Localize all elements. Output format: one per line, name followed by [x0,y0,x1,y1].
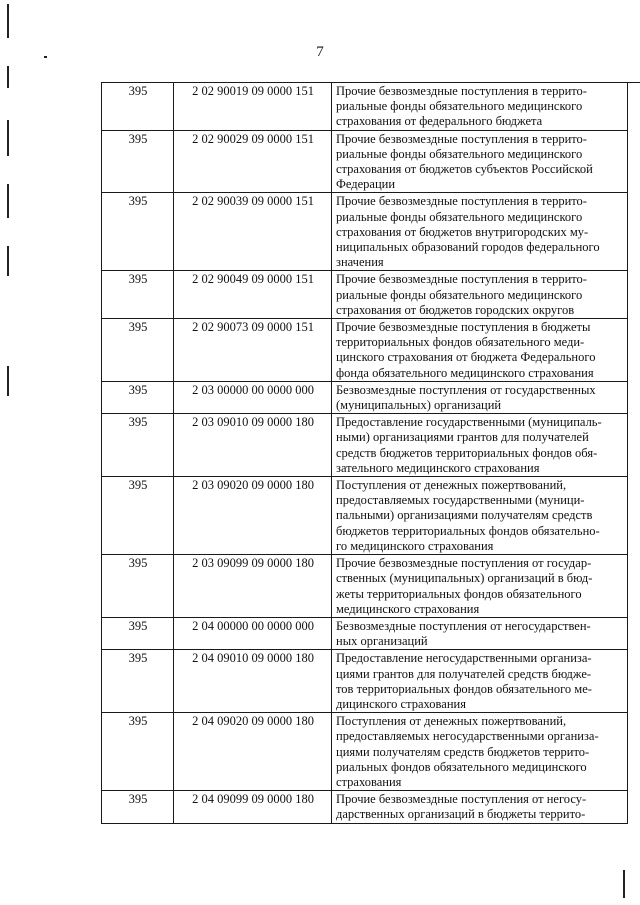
revenue-name-cell [332,713,628,791]
revenue-name-line: страхования от бюджетов внутригородских му- [336,224,589,239]
admin-code-cell: 395 [102,130,174,193]
revenue-name-line: ниципальных образований городов федерального [336,240,600,255]
revenue-name-cell [332,555,628,618]
revenue-name-line: бюджетов территориальных фондов обязательно- [336,523,600,538]
admin-code-cell: 395 [102,414,174,477]
revenue-name-line: Прочие безвозмездные поступления от государ- [336,556,592,571]
admin-code-cell: 395 [102,193,174,271]
revenue-name-line: циями получателям средств бюджетов террито- [336,744,590,759]
revenue-name-line: фонда обязательного медицинского страхования [336,365,594,380]
revenue-name-line: предоставляемых негосударственными организа- [336,729,599,744]
scan-mark [7,366,9,396]
table-row [102,130,628,193]
revenue-name-line: предоставляемых государственными (муници- [336,493,585,508]
revenue-name-line: Прочие безвозмездные поступления в террито- [336,272,587,287]
table-row [102,650,628,713]
table-row [102,414,628,477]
admin-code-cell: 395 [102,555,174,618]
table-row [102,617,628,649]
revenue-name-line: риальные фонды обязательного медицинского [336,146,583,161]
table-row [102,477,628,555]
scan-mark [7,246,9,276]
revenue-name-cell [332,381,628,413]
revenue-name-line: ственных (муниципальных) организаций в бюд- [336,571,593,586]
budget-code-cell: 2 02 90039 09 0000 151 [174,193,332,271]
revenue-name-line: дарственных организаций в бюджеты террито- [336,807,586,822]
budget-code-cell: 2 04 09020 09 0000 180 [174,713,332,791]
admin-code-cell: 395 [102,791,174,823]
revenue-name-cell [332,193,628,271]
revenue-name-line: го медицинского страхования [336,538,494,553]
revenue-name-cell [332,83,628,131]
admin-code-cell: 395 [102,381,174,413]
revenue-name-line: жеты территориальных фондов обязательного [336,586,582,601]
revenue-name-line: дицинского страхования [336,696,466,711]
revenue-name-line: риальные фонды обязательного медицинского [336,209,583,224]
revenue-name-cell [332,271,628,319]
budget-code-cell: 2 03 00000 00 0000 000 [174,381,332,413]
revenue-name-line: Прочие безвозмездные поступления в террито- [336,194,587,209]
revenue-name-line: риальных фондов обязательного медицинского [336,759,587,774]
admin-code-cell: 395 [102,617,174,649]
budget-code-cell: 2 02 90029 09 0000 151 [174,130,332,193]
scan-mark [7,66,9,88]
revenue-name-line: Прочие безвозмездные поступления в бюджеты [336,320,591,335]
page-number: 7 [316,44,324,60]
revenue-name-cell [332,617,628,649]
admin-code-cell: 395 [102,319,174,382]
revenue-name-line: Прочие безвозмездные поступления в террито- [336,131,587,146]
scan-mark [623,870,625,898]
revenue-name-cell [332,477,628,555]
revenue-name-line: значения [336,255,384,270]
revenue-name-cell [332,650,628,713]
revenue-name-line: цинского страхования от бюджета Федерального [336,350,596,365]
table-row [102,271,628,319]
table-row [102,713,628,791]
revenue-name-line: пальными) организациями получателям средств [336,508,593,523]
budget-code-cell: 2 04 09099 09 0000 180 [174,791,332,823]
revenue-name-line: ных организаций [336,634,428,649]
revenue-name-line: медицинского страхования [336,601,480,616]
revenue-name-line: Предоставление негосударственными организа- [336,651,592,666]
revenue-name-line: тов территориальных фондов обязательного ме- [336,681,592,696]
table-row [102,83,628,131]
budget-code-cell: 2 04 09010 09 0000 180 [174,650,332,713]
table-row [102,319,628,382]
revenue-name-line: риальные фонды обязательного медицинского [336,99,583,114]
revenue-name-cell [332,319,628,382]
revenue-name-line: территориальных фондов обязательного меди- [336,335,585,350]
revenue-name-line: циями грантов для получателей средств бюдже- [336,666,592,681]
scan-mark [7,120,9,156]
scan-mark [7,184,9,218]
revenue-name-line: Безвозмездные поступления от государственных [336,382,596,397]
revenue-name-line: риальные фонды обязательного медицинского [336,287,583,302]
revenue-name-line: Прочие безвозмездные поступления от негосу- [336,792,587,807]
scan-mark [7,4,9,38]
table-body [102,83,628,824]
revenue-name-line: Федерации [336,177,396,192]
table-row [102,555,628,618]
budget-code-cell: 2 02 90019 09 0000 151 [174,83,332,131]
revenue-name-cell [332,414,628,477]
revenue-name-line: Безвозмездные поступления от негосударствен- [336,618,591,633]
revenue-name-line: (муниципальных) организаций [336,398,502,413]
admin-code-cell: 395 [102,83,174,131]
admin-code-cell: 395 [102,477,174,555]
revenue-name-line: Предоставление государственными (муниципаль- [336,415,602,430]
budget-code-cell: 2 03 09020 09 0000 180 [174,477,332,555]
table-row [102,791,628,823]
revenue-name-cell [332,130,628,193]
table-row [102,193,628,271]
revenue-name-line: страхования от федерального бюджета [336,114,543,129]
revenue-name-line: Поступления от денежных пожертвований, [336,478,567,493]
revenue-name-cell [332,791,628,823]
revenue-name-line: средств бюджетов территориальных фондов обя- [336,445,598,460]
budget-code-cell: 2 04 00000 00 0000 000 [174,617,332,649]
budget-code-cell: 2 02 90049 09 0000 151 [174,271,332,319]
admin-code-cell: 395 [102,650,174,713]
admin-code-cell: 395 [102,271,174,319]
revenue-name-line: страхования от бюджетов городских округов [336,302,575,317]
revenue-name-line: страхования от бюджетов субъектов Российской [336,162,593,177]
budget-code-cell: 2 02 90073 09 0000 151 [174,319,332,382]
budget-code-cell: 2 03 09099 09 0000 180 [174,555,332,618]
revenue-name-line: Прочие безвозмездные поступления в террито- [336,84,587,98]
budget-code-cell: 2 03 09010 09 0000 180 [174,414,332,477]
admin-code-cell: 395 [102,713,174,791]
table-row [102,381,628,413]
budget-classification-table [101,82,628,824]
revenue-name-line: ными) организациями грантов для получателей [336,430,589,445]
revenue-name-line: Поступления от денежных пожертвований, [336,714,567,729]
revenue-name-line: зательного медицинского страхования [336,460,540,475]
revenue-name-line: страхования [336,774,402,789]
